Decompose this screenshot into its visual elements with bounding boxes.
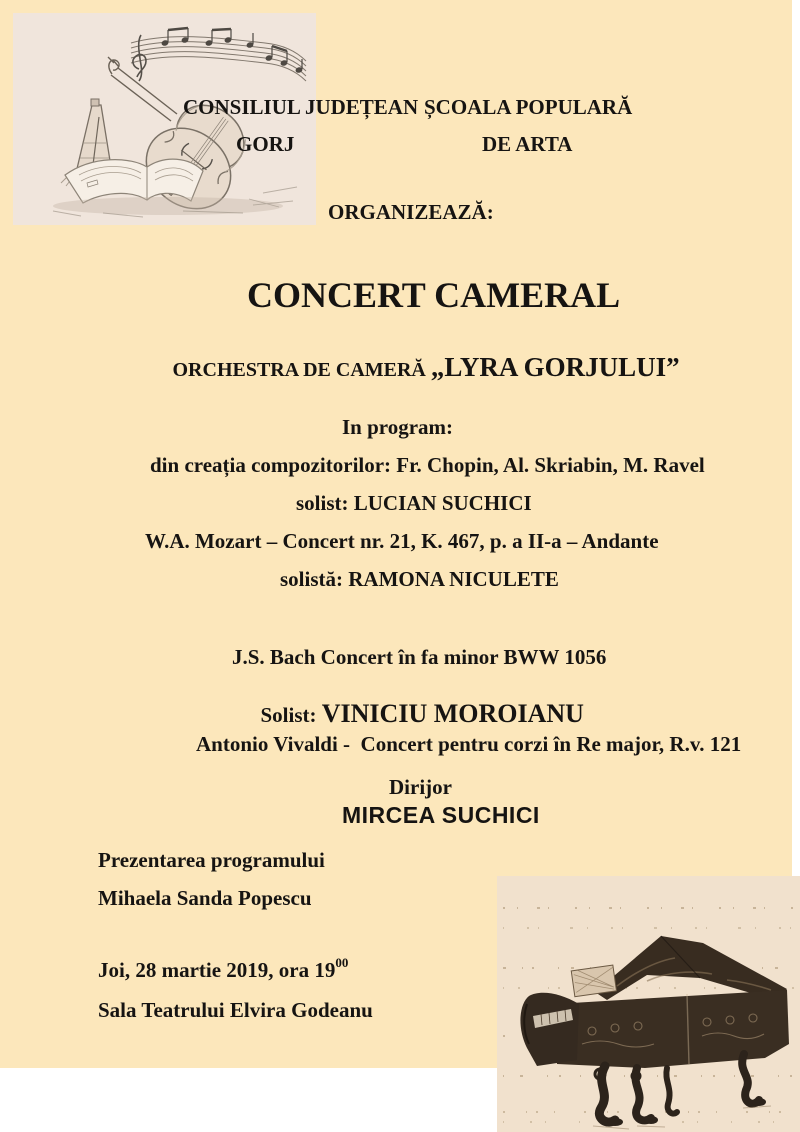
event-time-superscript: 00: [335, 955, 349, 970]
presenter-name: Mihaela Sanda Popescu: [98, 886, 312, 910]
orchestra-line: [162, 333, 680, 381]
event-venue-line: Sala Teatrului Elvira Godeanu: [98, 998, 373, 1022]
poster-title: CONCERT CAMERAL: [247, 275, 621, 315]
piano-sketch-drawing: [497, 876, 800, 1132]
soloist1-line: solist: LUCIAN SUCHICI: [296, 491, 532, 515]
organizer-left-city: GORJ: [236, 132, 295, 156]
event-date-line: [98, 955, 349, 982]
organizer-left-name: CONSILIUL JUDEȚEAN: [183, 95, 419, 119]
bach-line: J.S. Bach Concert în fa minor BWW 1056: [232, 645, 607, 669]
soloist3-label: Solist:: [260, 703, 322, 727]
organizer-right-city: DE ARTA: [482, 132, 573, 156]
soloist2-line: solistă: RAMONA NICULETE: [280, 567, 559, 591]
presenter-label: Prezentarea programului: [98, 848, 325, 872]
event-date-text: Joi, 28 martie 2019, ora 19: [98, 958, 336, 982]
soloist3-name: VINICIU MOROIANU: [321, 699, 584, 728]
piano-sketch-image: [497, 876, 800, 1132]
orchestra-name: „LYRA GORJULUI”: [430, 352, 680, 382]
organizer-right-name: ȘCOALA POPULARĂ: [424, 95, 633, 119]
mozart-line: W.A. Mozart – Concert nr. 21, K. 467, p. a II-a – Andante: [145, 529, 659, 553]
vivaldi-line: Antonio Vivaldi - Concert pentru corzi în Re major, R.v. 121: [196, 732, 742, 756]
orchestra-label: ORCHESTRA DE CAMERĂ: [172, 359, 431, 381]
composers-line: din creația compozitorilor: Fr. Chopin, Al. Skriabin, M. Ravel: [150, 453, 705, 477]
conductor-label: Dirijor: [389, 775, 452, 799]
organizes-label: ORGANIZEAZĂ:: [328, 200, 494, 224]
conductor-name: MIRCEA SUCHICI: [342, 802, 540, 828]
program-heading: In program:: [342, 415, 454, 439]
soloist3-line: [250, 680, 584, 727]
